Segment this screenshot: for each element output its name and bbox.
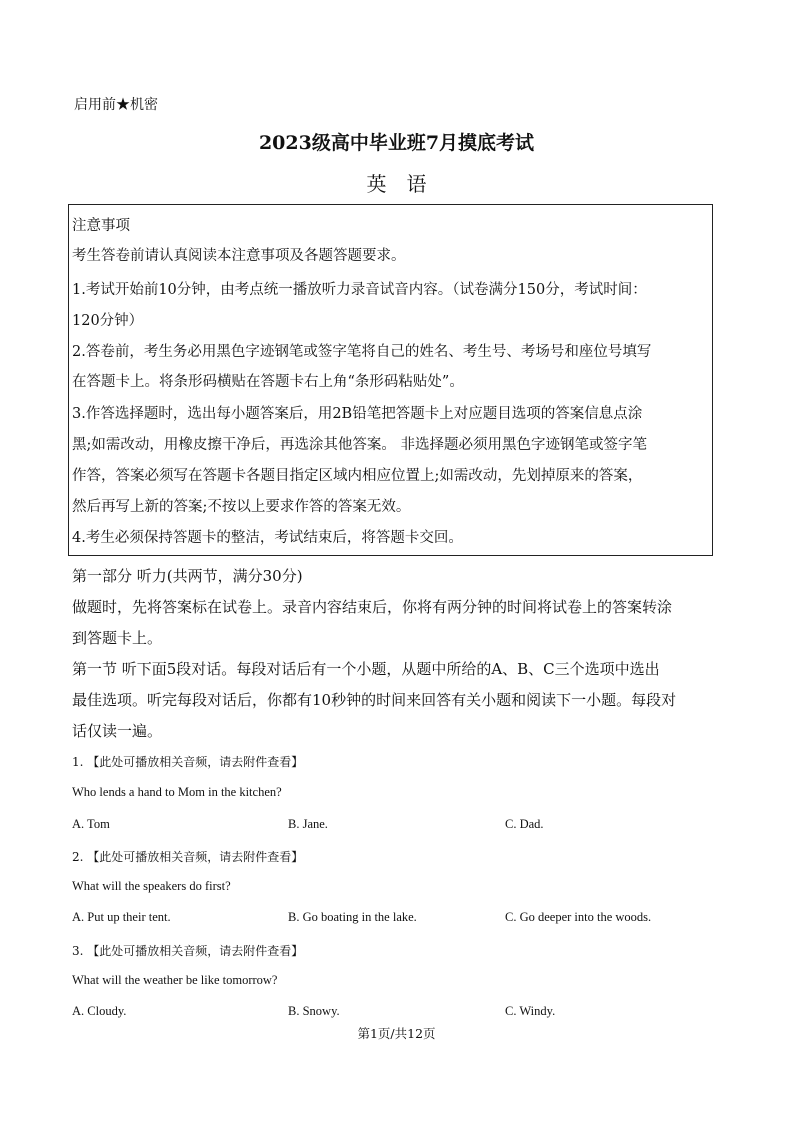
- part1-instruction-cont: 到答题卡上。: [72, 629, 163, 647]
- notice-heading: 注意事项: [72, 218, 130, 234]
- question-3-option-a: A. Cloudy.: [72, 1004, 127, 1018]
- question-2-option-a: A. Put up their tent.: [72, 910, 171, 924]
- notice-item-3-cont-3: 然后再写上新的答案;不按以上要求作答的答案无效。: [72, 499, 411, 515]
- notice-item-1: 1.考试开始前10分钟，由考点统一播放听力录音试音内容。（试卷满分150分，考试时间：: [72, 282, 647, 298]
- question-3-stem: What will the weather be like tomorrow?: [72, 973, 278, 987]
- page-number: 第1页/共12页: [357, 1026, 436, 1041]
- notice-intro: 考生答卷前请认真阅读本注意事项及各题答题要求。: [72, 248, 406, 264]
- notice-item-3-cont-2: 作答，答案必须写在答题卡各题目指定区域内相应位置上;如需改动，先划掉原来的答案，: [72, 468, 643, 484]
- confidential-mark: 启用前★机密: [74, 97, 158, 113]
- section1-instruction-cont-1: 最佳选项。听完每段对话后，你都有10秒钟的时间来回答有关小题和阅读下一小题。每段对: [72, 691, 677, 709]
- question-1-option-b: B. Jane.: [288, 817, 328, 831]
- question-3-option-b: B. Snowy.: [288, 1004, 340, 1018]
- question-3-option-c: C. Windy.: [505, 1004, 556, 1018]
- exam-title: 2023级高中毕业班7月摸底考试: [258, 132, 535, 154]
- section1-instruction-cont-2: 话仅读一遍。: [72, 722, 163, 740]
- notice-item-4: 4.考生必须保持答题卡的整洁，考试结束后，将答题卡交回。: [72, 530, 463, 546]
- section1-instruction: 第一节 听下面5段对话。每段对话后有一个小题，从题中所给的A、B、C三个选项中选出: [72, 660, 660, 678]
- question-1-stem: Who lends a hand to Mom in the kitchen?: [72, 785, 282, 799]
- question-3-audio-link[interactable]: 3. 【此处可播放相关音频，请去附件查看】: [72, 944, 304, 958]
- notice-item-2: 2.答卷前，考生务必用黑色字迹钢笔或签字笔将自己的姓名、考生号、考场号和座位号填写: [72, 344, 652, 360]
- part1-heading: 第一部分 听力(共两节，满分30分): [72, 567, 303, 585]
- question-2-stem: What will the speakers do first?: [72, 879, 231, 893]
- question-2-option-c: C. Go deeper into the woods.: [505, 910, 652, 924]
- question-2-option-b: B. Go boating in the lake.: [288, 910, 417, 924]
- notice-item-2-cont: 在答题卡上。将条形码横贴在答题卡右上角“条形码粘贴处”。: [72, 374, 464, 390]
- question-1-option-c: C. Dad.: [505, 817, 544, 831]
- subject-title: 英语: [366, 172, 447, 196]
- question-1-option-a: A. Tom: [72, 817, 110, 831]
- part1-instruction: 做题时，先将答案标在试卷上。录音内容结束后，你将有两分钟的时间将试卷上的答案转涂: [72, 598, 673, 616]
- question-2-audio-link[interactable]: 2. 【此处可播放相关音频，请去附件查看】: [72, 850, 304, 864]
- notice-item-3-cont-1: 黑;如需改动，用橡皮擦干净后，再选涂其他答案。 非选择题必须用黑色字迹钢笔或签字笔: [72, 437, 647, 453]
- notice-item-1-cont: 120分钟）: [72, 313, 144, 329]
- question-1-audio-link[interactable]: 1. 【此处可播放相关音频，请去附件查看】: [72, 755, 304, 769]
- notice-item-3: 3.作答选择题时，选出每小题答案后，用2B铅笔把答题卡上对应题目选项的答案信息点涂: [72, 406, 643, 422]
